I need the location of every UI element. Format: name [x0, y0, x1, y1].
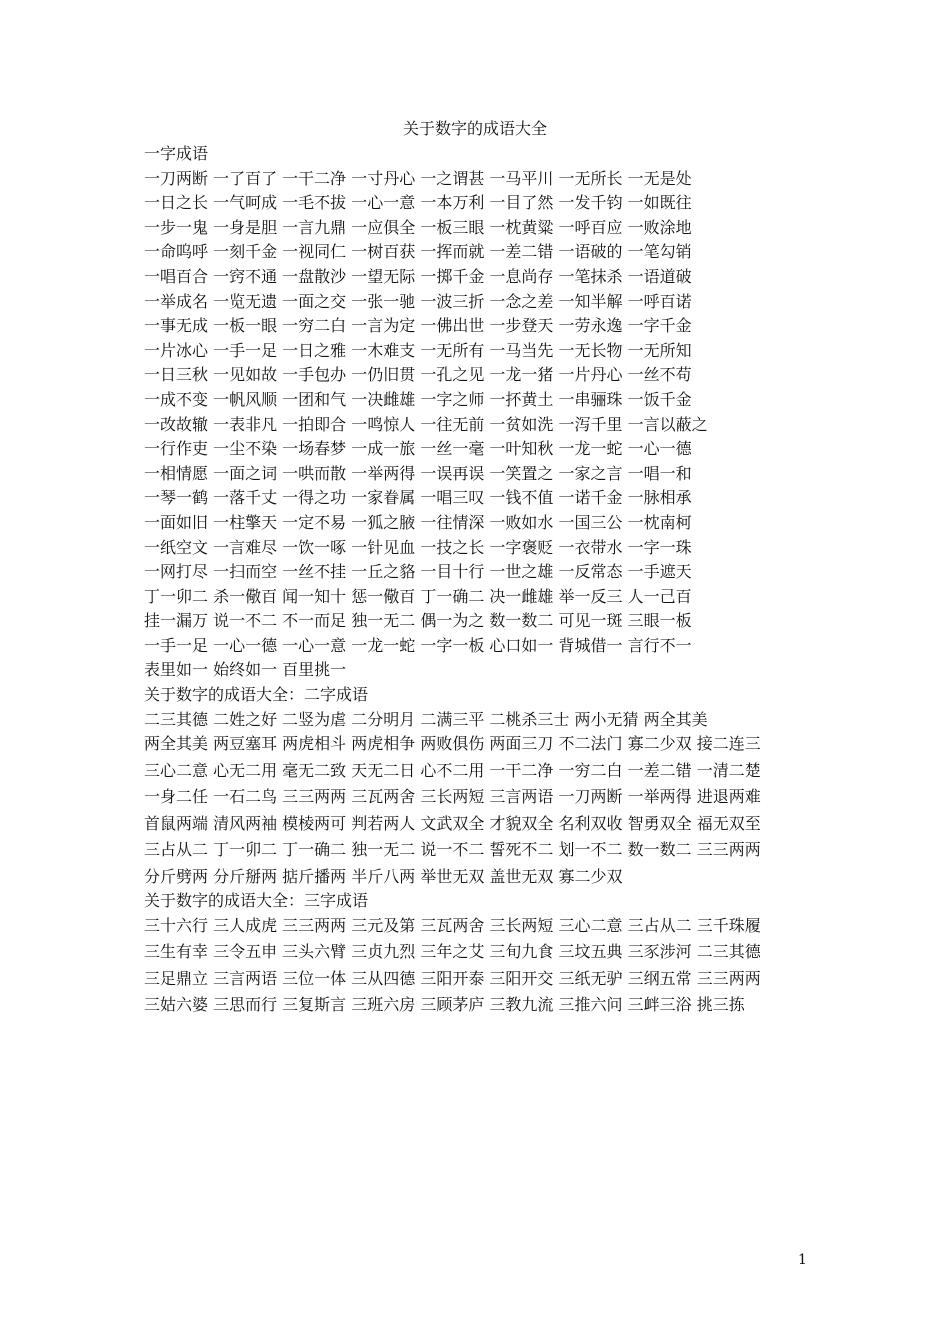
- idiom-paragraph: 首鼠两端 清风两袖 模棱两可 判若两人 文武双全 才貌双全 名利双收 智勇双全 福无双至: [144, 813, 761, 833]
- section-heading: 关于数字的成语大全：三字成语: [144, 891, 369, 911]
- idiom-line: 一手一足 一心一德 一心一意 一龙一蛇 一字一板 心口如一 背城借一 言行不一: [144, 635, 692, 655]
- idiom-paragraph: 三生有幸 三令五申 三头六臂 三贞九烈 三年之艾 三旬九食 三坟五典 三豕涉河 二三其德: [144, 942, 761, 962]
- idiom-line: 挂一漏万 说一不二 不一而足 独一无二 偶一为之 数一数二 可见一斑 三眼一板: [144, 611, 692, 631]
- idiom-line: 二三其德 二姓之好 二竖为虐 二分明月 二满三平 二桃杀三士 两小无猜 两全其美: [144, 709, 708, 729]
- idiom-line: 一改故辙 一表非凡 一拍即合 一鸣惊人 一往无前 一贫如洗 一泻千里 一言以蔽之: [144, 414, 708, 434]
- idiom-line: 一日之长 一气呵成 一毛不拔 一心一意 一本万利 一目了然 一发千钧 一如既往: [144, 193, 692, 213]
- idiom-line: 一面如旧 一柱擎天 一定不易 一狐之腋 一往情深 一败如水 一国三公 一枕南柯: [144, 512, 692, 532]
- idiom-paragraph: 三心二意 心无二用 毫无二致 天无二日 心不二用 一干二净 一穷二白 一差二错 一清二楚: [144, 760, 761, 780]
- idiom-line: 一行作吏 一尘不染 一场春梦 一成一旅 一丝一毫 一叶知秋 一龙一蛇 一心一德: [144, 439, 692, 459]
- idiom-line: 一琴一鹤 一落千丈 一得之功 一家眷属 一唱三叹 一钱不值 一诺千金 一脉相承: [144, 488, 692, 508]
- idiom-line: 分斤劈两 分斤掰两 掂斤播两 半斤八两 举世无双 盖世无双 寡二少双: [144, 866, 623, 886]
- document-body: [144, 142, 812, 1018]
- idiom-paragraph: 两全其美 两豆塞耳 两虎相斗 两虎相争 两败俱伤 两面三刀 不二法门 寡二少双 接二连三: [144, 734, 761, 754]
- section-heading: 一字成语: [144, 144, 209, 163]
- idiom-line: 丁一卯二 杀一儆百 闻一知十 惩一儆百 丁一确二 决一雌雄 举一反三 人一己百: [144, 586, 692, 606]
- idiom-line: 一唱百合 一窍不通 一盘散沙 一望无际 一掷千金 一息尚存 一笔抹杀 一语道破: [144, 266, 692, 286]
- idiom-line: 一日三秋 一见如故 一手包办 一仍旧贯 一孔之见 一龙一猪 一片丹心 一丝不苟: [144, 365, 692, 385]
- idiom-line: 一事无成 一板一眼 一穷二白 一言为定 一佛出世 一步登天 一劳永逸 一字千金: [144, 316, 692, 336]
- page-number: 1: [798, 1252, 807, 1268]
- idiom-line: 表里如一 始终如一 百里挑一: [144, 660, 347, 680]
- idiom-paragraph: 一身二任 一石二鸟 三三两两 三瓦两舍 三长两短 三言两语 一刀两断 一举两得 进退两难: [144, 787, 761, 807]
- idiom-line: 一网打尽 一扫而空 一丝不挂 一丘之貉 一目十行 一世之雄 一反常态 一手遮天: [144, 562, 692, 582]
- idiom-line: 一举成名 一览无遗 一面之交 一张一驰 一波三折 一念之差 一知半解 一呼百诺: [144, 291, 692, 311]
- idiom-paragraph: 三占从二 丁一卯二 丁一确二 独一无二 说一不二 誓死不二 划一不二 数一数二 三三两两: [144, 840, 761, 860]
- idiom-line: 一刀两断 一了百了 一干二净 一寸丹心 一之谓甚 一马平川 一无所长 一无是处: [144, 168, 692, 188]
- idiom-line: 一步一鬼 一身是胆 一言九鼎 一应俱全 一板三眼 一枕黄粱 一呼百应 一败涂地: [144, 217, 692, 237]
- document-title: 关于数字的成语大全: [402, 119, 547, 138]
- idiom-line: 一片冰心 一手一足 一日之雅 一木难支 一无所有 一马当先 一无长物 一无所知: [144, 340, 692, 360]
- idiom-line: 一命呜呼 一刻千金 一视同仁 一树百获 一挥而就 一差二错 一语破的 一笔勾销: [144, 242, 692, 262]
- idiom-line: 三姑六婆 三思而行 三复斯言 三班六房 三顾茅庐 三教九流 三推六问 三衅三浴 挑三拣: [144, 995, 745, 1015]
- idiom-line: 一纸空文 一言难尽 一饮一啄 一针见血 一技之长 一字褒贬 一衣带水 一字一珠: [144, 537, 692, 557]
- section-heading: 关于数字的成语大全：二字成语: [144, 685, 369, 705]
- idiom-paragraph: 三十六行 三人成虎 三三两两 三元及第 三瓦两舍 三长两短 三心二意 三占从二 三千珠履: [144, 915, 761, 935]
- idiom-line: 一成不变 一帆风顺 一团和气 一决雌雄 一字之师 一抔黄土 一串骊珠 一饭千金: [144, 389, 692, 409]
- idiom-paragraph: 三足鼎立 三言两语 三位一体 三从四德 三阳开泰 三阳开交 三纸无驴 三纲五常 三三两两: [144, 968, 761, 988]
- idiom-line: 一相情愿 一面之词 一哄而散 一举两得 一误再误 一笑置之 一家之言 一唱一和: [144, 463, 692, 483]
